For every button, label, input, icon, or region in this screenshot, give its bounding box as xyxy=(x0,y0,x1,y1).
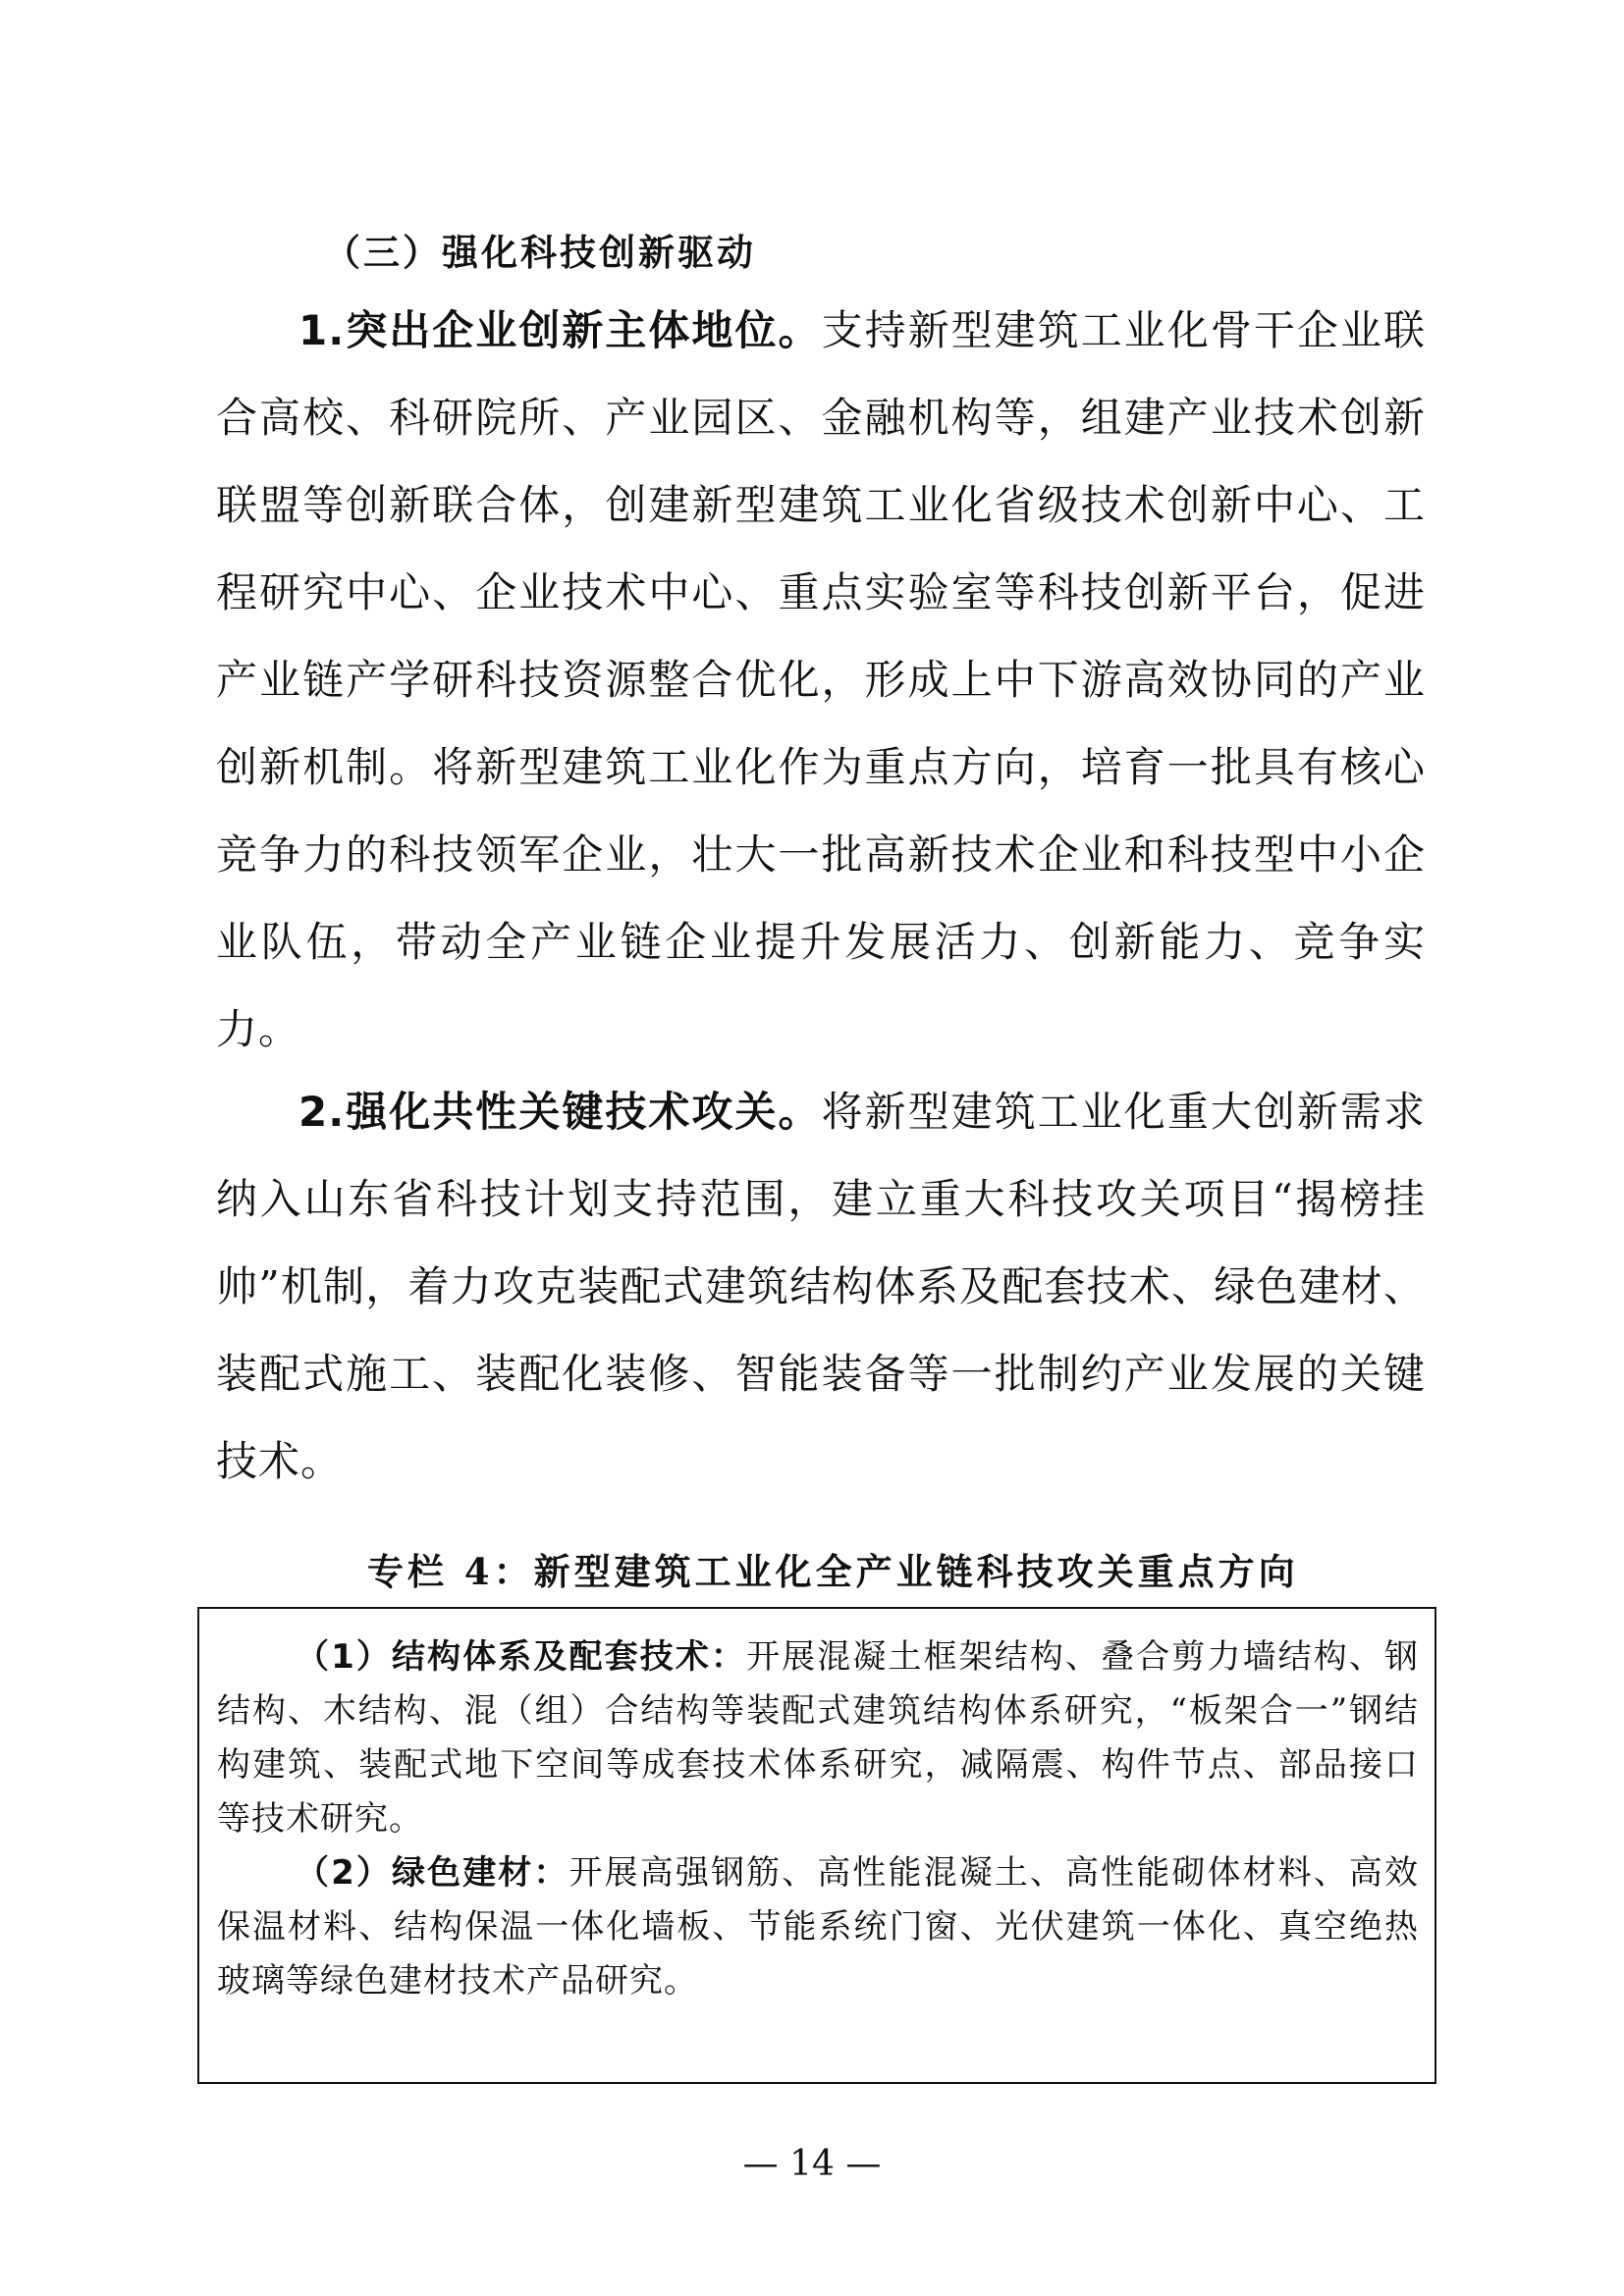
paragraph-body: 支持新型建筑工业化骨干企业联合高校、科研院所、产业园区、金融机构等，组建产业技术创新联盟等创新联合体，创建新型建筑工业化省级技术创新中心、工程研究中心、企业技术中心、重点实验室等科技创新平台，促进产业链产学研科技资源整合优化，形成上中下游高效协同的产业创新机制。将新型建筑工业化作为重点方向，培育一批具有核心竞争力的科技领军企业，壮大一批高新技术企业和科技型中小企业队伍，带动全产业链企业提升发展活力、创新能力、竞争实力。 xyxy=(216,306,1426,1053)
box-item-body: 开展高强钢筋、高性能混凝土、高性能砌体材料、高效保温材料、结构保温一体化墙板、节能系统门窗、光伏建筑一体化、真空绝热玻璃等绿色建材技术产品研究。 xyxy=(217,1853,1419,2001)
page-number: — 14 — xyxy=(742,2144,882,2184)
box-item-body: 开展混凝土框架结构、叠合剪力墙结构、钢结构、木结构、混（组）合结构等装配式建筑结构体系研究，“板架合一”钢结构建筑、装配式地下空间等成套技术体系研究，减隔震、构件节点、部品接口等技术研究。 xyxy=(217,1637,1419,1839)
paragraph-body: 将新型建筑工业化重大创新需求纳入山东省科技计划支持范围，建立重大科技攻关项目“揭榜挂帅”机制，着力攻克装配式建筑结构体系及配套技术、绿色建材、装配式施工、装配化装修、智能装备等一批制约产业发展的关键技术。 xyxy=(216,1088,1426,1485)
box-item-lead: （1）结构体系及配套技术： xyxy=(296,1637,747,1677)
box-item-green-materials xyxy=(217,1846,1419,2008)
section-heading: （三）强化科技创新驱动 xyxy=(324,231,756,274)
paragraph-lead: 2.强化共性关键技术攻关。 xyxy=(298,1088,822,1136)
paragraph-lead: 1.突出企业创新主体地位。 xyxy=(298,306,822,354)
box-item-lead: （2）绿色建材： xyxy=(296,1853,569,1893)
paragraph-enterprise-innovation xyxy=(216,287,1426,1073)
paragraph-key-technology xyxy=(216,1068,1426,1505)
column-box xyxy=(197,1607,1436,2084)
box-item-structure-system xyxy=(217,1630,1419,1846)
column-box-title: 专栏 4：新型建筑工业化全产业链科技攻关重点方向 xyxy=(367,1550,1299,1593)
